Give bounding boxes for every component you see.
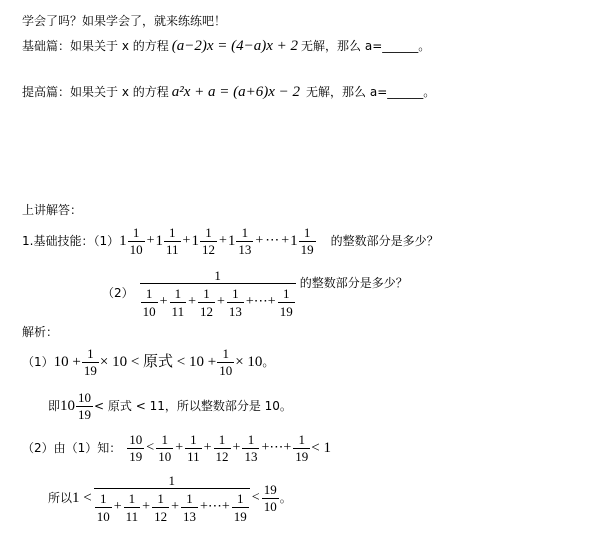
advanced-suffix: 无解，那么 a=______。: [306, 85, 436, 99]
sol1-whole: 10: [60, 398, 76, 414]
sol1-prefix: 即: [48, 399, 61, 413]
solution-1-line-1: [22, 342, 274, 382]
basic-equation: (a−2)x = (4−a)x + 2: [171, 38, 299, 54]
sol1-label: （1）: [22, 355, 54, 369]
sol1-end: 。: [262, 355, 275, 369]
q1-question: 的整数部分是多少？: [330, 234, 439, 248]
sol2-lhs-fraction: 10 19: [129, 431, 143, 464]
solution-2-line-2: 所以 1 < 1 1 10 + $\frac{1}{11}$ + $\frac{1}{12}$ + $\frac{1}{13}$ +⋯+ $\frac{1}{19}$ < 19 10 。: [48, 472, 292, 524]
question-1: 1.基础技能：（1） 1 1 10 + 1 1 11 + 1 1 12 + 1 1 13 + ⋯ + 1 1 19 的整数部分是多少？: [22, 224, 439, 257]
sol2-label: （2）由（1）知：: [22, 441, 122, 455]
question-2: [102, 264, 408, 322]
sol1-tail: × 10: [235, 354, 263, 370]
sol2-one: 1 <: [72, 490, 92, 506]
answers-heading: 上讲解答：: [22, 203, 83, 217]
solution-2-line-1: （2）由（1）知： 10 19 < 1 10 + $\frac{1}{11}$ + $\frac{1}{12}$ + $\frac{1}{13}$ +⋯+ $\frac{1}{19}$ < 1: [22, 431, 331, 464]
q1-ellipsis: ⋯: [265, 233, 280, 248]
q1-term-whole: 1: [227, 233, 236, 249]
q1-term-whole: 1: [155, 233, 163, 249]
q1-term-fraction: 1 10: [129, 224, 143, 257]
q1-term-fraction: 1 12: [201, 224, 215, 257]
advanced-label: 提高篇：如果关于 x 的方程: [22, 85, 169, 99]
sol1-conclusion: < 原式 < 11，所以整数部分是 10。: [94, 399, 292, 413]
q2-big-fraction: 1 1 10 + $\frac{1}{11}$ + $\frac{1}{12}$ + $\frac{1}{13}$ +⋯+ $\frac{1}{19}$: [140, 268, 296, 319]
sol1-left: 10 +: [53, 354, 81, 370]
sol2-right-fraction: 19 10: [263, 481, 277, 514]
sol2-prefix: 所以: [48, 491, 73, 505]
sol2-big-fraction: 1 1 10 + $\frac{1}{11}$ + $\frac{1}{12}$ + $\frac{1}{13}$ +⋯+ $\frac{1}{19}$: [94, 473, 250, 524]
q1-term-fraction: 1 19: [300, 224, 314, 257]
sol2-end: 。: [279, 491, 292, 505]
sol1-fraction-1: $\frac{1}{19}$: [83, 345, 97, 378]
intro-text: 学会了吗？如果学会了，就来练练吧！: [22, 14, 227, 28]
q1-label: 1.基础技能：（1）: [22, 234, 120, 248]
q1-term-whole: 1: [119, 233, 127, 249]
solution-1-line-2: [48, 386, 292, 426]
q1-term-fraction: 1 13: [238, 224, 252, 257]
advanced-equation: a²x + a = (a+6)x − 2: [171, 84, 301, 100]
sol1-line2-fraction: 10 19: [78, 389, 92, 422]
basic-label: 基础篇：如果关于 x 的方程: [22, 39, 169, 53]
basic-problem: [22, 38, 430, 54]
analysis-heading: 解析：: [22, 325, 59, 339]
q1-term-fraction: 1 11: [166, 224, 179, 257]
advanced-problem: [22, 84, 435, 100]
q1-term-whole: 1: [191, 233, 199, 249]
sol1-middle: × 10 < 原式 < 10 +: [99, 354, 217, 370]
sol2-less-than: <: [146, 440, 155, 455]
q1-term-whole: 1: [290, 233, 298, 249]
sol2-rhs: < 1: [311, 440, 331, 456]
basic-suffix: 无解，那么 a=______。: [301, 39, 431, 53]
sol1-fraction-2: $\frac{1}{10}$: [219, 345, 233, 378]
q2-question: 的整数部分是多少？: [299, 276, 408, 290]
q2-label: （2）: [102, 286, 134, 300]
